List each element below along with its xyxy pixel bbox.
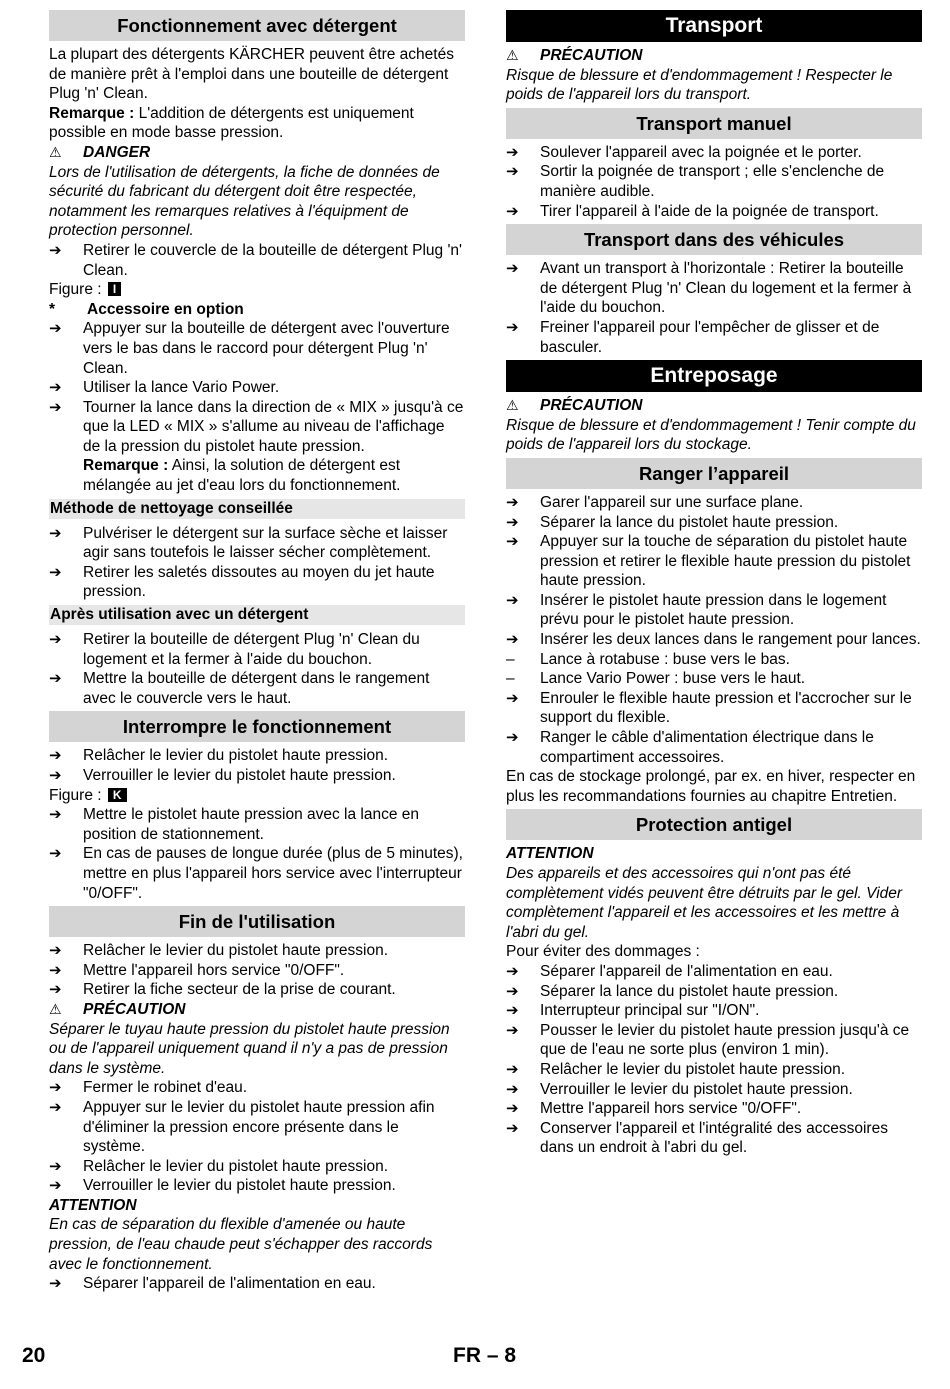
section-title: Fonctionnement avec détergent <box>49 10 465 41</box>
arrow-icon: ➔ <box>49 1275 62 1293</box>
arrow-icon: ➔ <box>49 767 62 784</box>
step-text: Tourner la lance dans la direction de « MIX » jusqu'à ce que la LED « MIX » s'allume au niveau de l'affichage de la pression du pistolet haute pression. <box>83 398 464 455</box>
list-item <box>49 378 465 398</box>
caution-heading <box>506 46 922 66</box>
step-text: Ranger le câble d'alimentation électrique dans le compartiment accessoires. <box>540 729 874 766</box>
list-item <box>506 982 922 1002</box>
step-text: Retirer la fiche secteur de la prise de courant. <box>83 981 396 999</box>
step-text: Enrouler le flexible haute pression et l'accrocher sur le support du flexible. <box>540 689 912 727</box>
optional-note <box>49 300 465 320</box>
list-item <box>49 241 465 280</box>
caution-text: Séparer le tuyau haute pression du pistolet haute pression ou de l'appareil uniquement quand il n'y a pas de pression dans le système. <box>49 1020 450 1077</box>
list-item <box>506 532 922 591</box>
warning-icon: ⚠ <box>506 47 519 63</box>
right-column <box>506 10 922 1158</box>
arrow-icon: ➔ <box>506 962 519 980</box>
arrow-icon: ➔ <box>49 845 62 863</box>
figure-ref <box>49 786 465 806</box>
list-item <box>506 162 922 201</box>
section-title: Transport manuel <box>506 108 922 139</box>
step-text: Appuyer sur la touche de séparation du pistolet haute pression et retirer le flexible haute pression du pistolet haute pression. <box>540 533 911 590</box>
list-item <box>506 143 922 163</box>
arrow-icon: ➔ <box>506 202 519 220</box>
list-item <box>506 630 922 650</box>
step-text: Verrouiller le levier du pistolet haute pression. <box>83 1177 396 1195</box>
step-text: Appuyer sur le levier du pistolet haute pression afin d'éliminer la pression encore présente dans le système. <box>83 1098 435 1156</box>
caution-label: PRÉCAUTION <box>540 397 643 415</box>
step-text: Soulever l'appareil avec la poignée et le porter. <box>540 143 862 161</box>
dash-item <box>506 669 922 689</box>
list-item <box>506 318 922 357</box>
arrow-icon: ➔ <box>49 524 62 542</box>
list-item <box>49 1274 465 1294</box>
list-item <box>49 563 465 602</box>
list-item <box>506 689 922 728</box>
caution-label: PRÉCAUTION <box>540 47 643 64</box>
caution-text: Risque de blessure et d'endommagement ! Tenir compte du poids de l'appareil lors du stockage. <box>506 416 916 454</box>
dash-icon: – <box>506 670 515 688</box>
arrow-icon: ➔ <box>49 747 62 765</box>
arrow-icon: ➔ <box>506 631 519 649</box>
warning-icon: ⚠ <box>49 1000 62 1017</box>
list-item <box>49 1098 465 1157</box>
arrow-icon: ➔ <box>506 318 519 336</box>
step-text: Séparer l'appareil de l'alimentation en eau. <box>540 962 833 980</box>
list-item <box>49 941 465 961</box>
step-text: Freiner l'appareil pour l'empêcher de glisser et de basculer. <box>540 318 880 356</box>
step-text: Pousser le levier du pistolet haute pression jusqu'à ce que de l'eau ne sorte plus (environ 1 min). <box>540 1021 910 1059</box>
warning-icon: ⚠ <box>49 143 62 160</box>
list-item <box>49 844 465 903</box>
danger-label: DANGER <box>83 143 151 161</box>
step-text: En cas de pauses de longue durée (plus de 5 minutes), mettre en plus l'appareil hors service avec l'interrupteur "0/OFF". <box>83 845 463 902</box>
step-text: Lance Vario Power : buse vers le haut. <box>540 670 806 688</box>
step-text: Utiliser la lance Vario Power. <box>83 379 280 397</box>
caution-text: Risque de blessure et d'endommagement ! Respecter le poids de l'appareil lors du transport. <box>506 66 893 104</box>
arrow-icon: ➔ <box>49 961 62 979</box>
step-text: Fermer le robinet d'eau. <box>83 1079 248 1097</box>
list-item <box>49 669 465 708</box>
arrow-icon: ➔ <box>506 729 519 747</box>
caution-heading <box>506 396 922 416</box>
figure-badge: I <box>108 282 121 296</box>
arrow-icon: ➔ <box>506 513 519 531</box>
remark <box>49 104 465 143</box>
list-item <box>49 746 465 766</box>
arrow-icon: ➔ <box>506 1021 519 1039</box>
arrow-icon: ➔ <box>49 398 62 416</box>
arrow-icon: ➔ <box>506 1060 519 1078</box>
list-item <box>49 1078 465 1098</box>
arrow-icon: ➔ <box>49 1079 62 1097</box>
arrow-icon: ➔ <box>506 143 519 161</box>
arrow-icon: ➔ <box>506 533 519 551</box>
list-item <box>49 1157 465 1177</box>
section-title: Fin de l'utilisation <box>49 906 465 937</box>
list-item <box>49 805 465 844</box>
list-item <box>506 1080 922 1100</box>
step-text: Mettre l'appareil hors service "0/OFF". <box>540 1100 802 1118</box>
paragraph: La plupart des détergents KÄRCHER peuvent être achetés de manière prêt à l'emploi dans une bouteille de détergent Plug 'n' Clean. <box>49 46 454 103</box>
dash-item <box>506 650 922 670</box>
step-text: Relâcher le levier du pistolet haute pression. <box>83 1157 389 1175</box>
dash-icon: – <box>506 650 515 668</box>
step-text: Relâcher le levier du pistolet haute pression. <box>540 1060 846 1078</box>
section-title: Transport dans des véhicules <box>506 224 922 255</box>
caution-heading <box>49 1000 465 1020</box>
step-text: Relâcher le levier du pistolet haute pression. <box>83 942 389 960</box>
step-text: Lance à rotabuse : buse vers le bas. <box>540 650 790 668</box>
step-text: Verrouiller le levier du pistolet haute pression. <box>83 767 396 784</box>
step-text: Sortir la poignée de transport ; elle s'enclenche de manière audible. <box>540 163 885 200</box>
arrow-icon: ➔ <box>506 982 519 1000</box>
step-text: Mettre le pistolet haute pression avec la lance en position de stationnement. <box>83 806 420 843</box>
step-text: Insérer le pistolet haute pression dans le logement prévu pour le pistolet haute pression. <box>540 591 887 629</box>
step-text: Séparer la lance du pistolet haute pression. <box>540 513 839 531</box>
step-text: Conserver l'appareil et l'intégralité des accessoires dans un endroit à l'abri du gel. <box>540 1119 888 1157</box>
optional-note-text: Accessoire en option <box>87 300 244 318</box>
list-item <box>506 1001 922 1021</box>
subsection-title: Méthode de nettoyage conseillée <box>49 499 465 519</box>
remark-text: L'addition de détergents est uniquement possible en mode basse pression. <box>49 104 414 142</box>
danger-text: Lors de l'utilisation de détergents, la fiche de données de sécurité du fabricant du détergent doit être respectée, notamment les remarques relatives à l'équipment de protection personnel. <box>49 163 440 240</box>
list-item <box>49 398 465 457</box>
step-text: Retirer le couvercle de la bouteille de détergent Plug 'n' Clean. <box>83 241 463 279</box>
page-number: 20 <box>22 1344 46 1367</box>
list-item <box>49 766 465 786</box>
step-text: Mettre l'appareil hors service "0/OFF". <box>83 961 345 979</box>
chapter-title: Transport <box>506 10 922 42</box>
step-text: Retirer les saletés dissoutes au moyen du jet haute pression. <box>83 563 435 601</box>
step-text: Verrouiller le levier du pistolet haute pression. <box>540 1080 853 1098</box>
arrow-icon: ➔ <box>506 1002 519 1020</box>
step-text: Mettre la bouteille de détergent dans le rangement avec le couvercle vers le haut. <box>83 670 430 707</box>
attention-label: ATTENTION <box>49 1196 137 1214</box>
list-item <box>506 493 922 513</box>
arrow-icon: ➔ <box>506 163 519 181</box>
list-item <box>506 962 922 982</box>
step-text: Interrupteur principal sur "I/ON". <box>540 1002 760 1020</box>
arrow-icon: ➔ <box>506 689 519 707</box>
arrow-icon: ➔ <box>49 631 62 649</box>
step-text: Relâcher le levier du pistolet haute pression. <box>83 747 389 765</box>
step-text: Séparer l'appareil de l'alimentation en eau. <box>83 1275 376 1293</box>
arrow-icon: ➔ <box>49 806 62 824</box>
left-column <box>49 10 465 1294</box>
arrow-icon: ➔ <box>49 670 62 688</box>
list-item <box>49 980 465 1000</box>
chapter-title: Entreposage <box>506 360 922 392</box>
list-item <box>506 1021 922 1060</box>
arrow-icon: ➔ <box>506 260 519 278</box>
arrow-icon: ➔ <box>506 1100 519 1118</box>
arrow-icon: ➔ <box>506 591 519 609</box>
paragraph: Pour éviter des dommages : <box>506 943 700 961</box>
remark-label: Remarque : <box>49 104 135 122</box>
arrow-icon: ➔ <box>506 493 519 511</box>
remark-label: Remarque : <box>83 457 169 475</box>
page-code: FR – 8 <box>453 1344 517 1367</box>
list-item <box>49 319 465 378</box>
attention-text: Des appareils et des accessoires qui n'ont pas été complètement vidés peuvent être détruits par le gel. Vider complètement l'appareil et les accessoires et les mettre à l'abri du gel. <box>506 865 903 941</box>
arrow-icon: ➔ <box>49 320 62 338</box>
star-icon: * <box>49 300 56 318</box>
list-item <box>506 728 922 767</box>
figure-ref <box>49 280 465 300</box>
arrow-icon: ➔ <box>49 942 62 960</box>
step-text: Pulvériser le détergent sur la surface sèche et laisser agir sans toutefois le laisser sécher complètement. <box>83 524 448 562</box>
list-item <box>49 1176 465 1196</box>
danger-heading <box>49 143 465 163</box>
attention-text: En cas de séparation du flexible d'amenée ou haute pression, de l'eau chaude peut s'échapper des raccords avec le fonctionnement. <box>49 1216 433 1273</box>
subsection-title: Après utilisation avec un détergent <box>49 605 465 625</box>
list-item <box>506 513 922 533</box>
warning-icon: ⚠ <box>506 397 519 414</box>
list-item <box>506 591 922 630</box>
list-item <box>506 202 922 222</box>
arrow-icon: ➔ <box>49 1157 62 1175</box>
arrow-icon: ➔ <box>49 981 62 999</box>
step-text: Séparer la lance du pistolet haute pression. <box>540 982 839 1000</box>
list-item <box>49 630 465 669</box>
arrow-icon: ➔ <box>506 1080 519 1098</box>
step-text: Insérer les deux lances dans le rangement pour lances. <box>540 631 921 649</box>
arrow-icon: ➔ <box>506 1119 519 1137</box>
list-item <box>49 961 465 981</box>
step-text: Tirer l'appareil à l'aide de la poignée de transport. <box>540 202 879 220</box>
paragraph: En cas de stockage prolongé, par ex. en hiver, respecter en plus les recommandations fournies au chapitre Entretien. <box>506 768 916 805</box>
figure-badge: K <box>108 788 127 802</box>
list-item <box>506 259 922 318</box>
remark-indented <box>49 456 465 495</box>
arrow-icon: ➔ <box>49 1177 62 1195</box>
step-text: Avant un transport à l'horizontale : Retirer la bouteille de détergent Plug 'n' Clean du logement et la fermer à l'aide du bouchon. <box>540 260 912 317</box>
list-item <box>49 524 465 563</box>
list-item <box>506 1060 922 1080</box>
step-text: Garer l'appareil sur une surface plane. <box>540 493 804 511</box>
section-title: Interrompre le fonctionnement <box>49 711 465 742</box>
arrow-icon: ➔ <box>49 1098 62 1116</box>
remark-text: Ainsi, la solution de détergent est mélangée au jet d'eau lors du fonctionnement. <box>83 457 401 495</box>
step-text: Retirer la bouteille de détergent Plug 'n' Clean du logement et la fermer à l'aide du bouchon. <box>83 631 420 668</box>
step-text: Appuyer sur la bouteille de détergent avec l'ouverture vers le bas dans le raccord pour détergent Plug 'n' Clean. <box>83 320 450 377</box>
list-item <box>506 1099 922 1119</box>
arrow-icon: ➔ <box>49 563 62 581</box>
arrow-icon: ➔ <box>49 241 62 259</box>
arrow-icon: ➔ <box>49 379 62 397</box>
figure-label: Figure : <box>49 281 102 299</box>
section-title: Protection antigel <box>506 809 922 840</box>
attention-label: ATTENTION <box>506 845 594 863</box>
figure-label: Figure : <box>49 786 102 804</box>
caution-label: PRÉCAUTION <box>83 1000 186 1018</box>
list-item <box>506 1119 922 1158</box>
section-title: Ranger l’appareil <box>506 458 922 489</box>
